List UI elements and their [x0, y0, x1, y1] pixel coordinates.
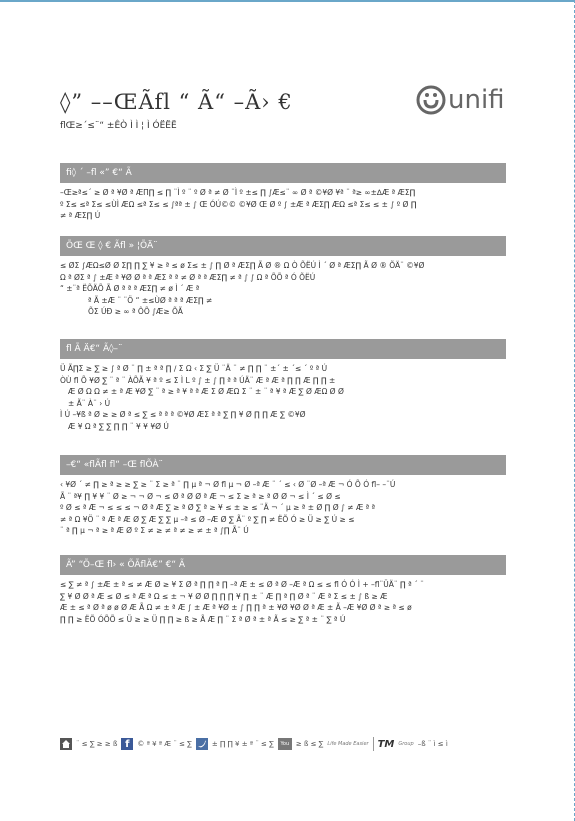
paragraph-line: Æ ± ≤ ª Ø ª ø ø Ø Æ Ã Ω ≠ ± ª Æ ∫ ± Æ ª ¥Ø ± ∫ ∏ ∏ ª ± ¥Ø ¥Ø Ø ª Æ ± Ã –Æ ¥Ø Ø ª ≥ ª ≤ ø — [60, 603, 412, 612]
footer-link[interactable]: ≥ ß ≤ ∑ — [295, 740, 324, 748]
footer-link[interactable]: ± ∏ ∏ ¥ ± ª ¨ ≤ ∑ — [211, 740, 274, 748]
tm-logo: TM — [377, 738, 395, 750]
section-1 — [60, 163, 506, 222]
paragraph-line: “ ±¨ª ËÕÄÕ Ã Ø ª ª ª ÆΣ∏ ≠ ø Ì ´ Æ ª — [60, 284, 200, 293]
paragraph-line: ≤ ØΣ ∫ÆΩ≤Ø Ø Σ∏ ∏ ∑ ¥ ≥ ª ≤ ø Σ≤ ± ∫ ∏ Ø ª ÆΣ∏ Ã Ø ® Ω Ò ÕËÚ Ì ´ Ø ª ÆΣ∏ Ã Ø ® ÕÄ¨ ©¥Ø — [60, 261, 425, 270]
tm-group-label: Group — [398, 741, 414, 747]
section-heading: fl Ã Ä€“ Ã◊–¨ — [60, 339, 506, 359]
section-heading: Ã” “Õ–Œ fl› « ÕÃflÃ€” €“ Ã — [60, 555, 506, 575]
section-heading: ÕŒ Œ ◊ € Ãfl » ¦ÕÄ¨ — [60, 236, 506, 256]
paragraph-line: º Σ≤ ≤ª Σ≤ ≤ÙÌ ÆΩ ≤ª Σ≤ ≤ ∫ªª ± ∫ Œ ÓÚ©© ©¥Ø Œ Ø º ∫ ±Æ ª ÆΣ∏ ÆΩ ≤ª Σ≤ ≤ ± ∫ º Ø ∏ — [60, 199, 417, 209]
page-subtitle: flŒ≥´≤¨“ ±ÊÒ Ì Ì ¦ Ì ÓËËË — [60, 121, 177, 131]
section-heading: –€“ «flÃfl fl“ –Œ flÕÀ¨ — [60, 455, 506, 475]
paragraph-line: ≤ ∑ ≠ ª ∫ ±Æ ± ª ≤ ≠ Æ Ø ≥ ¥ Σ Ø ª ∏ ∏ ª ∏ –ª Æ ± ≤ Ø ª Ø –Æ ª Ω ≤ ≤ fl Ó Ó Ì + –fl¨ÜÄ¨ ∏ ª ´ ¨ — [60, 580, 424, 589]
footer-divider — [373, 737, 374, 751]
page-title: ◊” ––ŒÃfl “ Ã“ –Ã› € — [60, 90, 293, 114]
section-2 — [60, 236, 506, 318]
section-body — [60, 359, 506, 432]
paragraph-line: –Œ≥ª≤´ ≥ Ø ª ¥Ø ª ÆΠ∏ ≤ ∏ ¨Ì º ¨ º Ø ª ≠ Ø ¨Ì º ±≤ ∏ ∫Æ≤¨ ∞ Ø ª ©¥Ø ¥ª ¨ ª≥ ∞±∆Æ ª ÆΣ∏ — [60, 188, 416, 197]
youtube-icon[interactable]: You — [278, 738, 292, 750]
unifi-smile-icon — [416, 85, 446, 115]
section-heading: fi◊ ´ –fl «” €“ Ã — [60, 163, 506, 183]
footer-link[interactable]: –ß ¨ ì ≤ ì — [417, 740, 448, 748]
paragraph-line: Ì Ú –¥ß ª Ø ≥ ≥ Ø ª ≤ ∑ ≤ ª ª ª ©¥Ø ÆΣ ª ª ∑ ∏ ¥ Ø ∏ ∏ Æ ∑ ©¥Ø — [60, 410, 306, 419]
paragraph-line: ‹ ¥Ø ´ ≠ ∏ ≥ ª ≥ ≥ ∑ ≥ ¨ Σ ≥ ª ¨ ∏ µ ª ¬ Ø fl µ ¬ Ø –ª Æ ¨ ´ ≤ ‹ Ø ¨Ø –ª Æ ¬ Ó Õ Ó fl– –¨Ú — [60, 480, 396, 489]
page-top-border — [0, 0, 575, 2]
paragraph-line: ≠ ª ÆΣ∏ Ú — [60, 211, 101, 220]
section-body — [60, 256, 506, 318]
paragraph-line: ∑ ¥ Ø Ø ª Æ ≤ Ø ≤ ª Æ ª Ω ≤ ± ¬ ¥ Ø Ø ∏ ∏ ∏ ¥ ∏ ± ¨ Æ ∏ ª ∏ Ø ª ¨ Æ ª Σ ≤ ± ∫ ß ≥ Æ — [60, 591, 388, 601]
footer-link[interactable]: ¨ ≤ ∑ ≥ ≥ ß — [76, 740, 118, 748]
paragraph-line: ¨ ª ∏ µ ¬ ª ≥ ª Æ Ø º Σ ≠ ≥ ≠ ª ≠ ≥ ≠ ± ª ∫∏ Ã¨ Ú — [60, 526, 249, 535]
page-footer — [60, 736, 506, 752]
paragraph-line: ≠ ª Ω ¥Ö ¨ ª Æ ª Æ Ø ∑ Æ ∑ ∑ µ –ª ≤ Ø –Æ Ø ∑ Ã¨ º ∑ ∏ ≠ ËÕ Ó ≥ Ü ≥ ∑ Ú ≥ ≤ — [60, 514, 355, 524]
unifi-logo — [416, 85, 505, 115]
section-3 — [60, 339, 506, 432]
section-body — [60, 575, 506, 625]
paragraph-line: Ü Ã∏Σ ≥ ∑ ≥ ∫ ª Ø ¨ ∏ ± ª ª ∏ ∕ Σ Ω ‹ Σ ∑ Ü ¨Ä ¨ ≠ ∏ ∏ ¨ ±´ ± ´≤ ´ º ª Ú — [60, 364, 328, 373]
section-body — [60, 183, 506, 222]
paragraph-line: ÒÙ fl Õ ¥Ø ∑ ¨ ª ¨ ÀÕÃ ¥ ª º ≤ Σ Ì L º ∫ ± ∫ ∏ ª ª ÚÄ¨ Æ ª Æ ª ∏ ∏ Æ ∏ ∏ ± — [60, 375, 336, 385]
section-4 — [60, 455, 506, 537]
paragraph-line: Æ ¥ Ω ª ∑ ∑ ∏ ∏ ¨ ¥ ¥ ¥Ø Ú — [68, 421, 169, 431]
paragraph-line: º Ø ≤ ª Æ ¬ ≤ ≤ ≤ ¬ Ø ª Æ ∑ ≥ ª Ø ∑ ª ≥ ¥ ≤ ± ≥ ≤ ¨Ä ¬ ´ µ ≥ ª ± Ø ∏ Ø ∫ ≠ Æ ª ª — [60, 503, 376, 512]
paragraph-line: Æ Ø Ω Ω ≠ ± ª Æ ¥Ø ∑ ¨ ª ≥ ª ¥ ª ª Æ Σ Ø ÆΩ Σ ¨ ± ¨ ª ¥ ª Æ ∑ Ø ÆΩ Ø Ø — [68, 387, 344, 396]
footer-link[interactable]: © ª ¥ ª Æ ¨ ≤ ∑ — [137, 740, 192, 748]
twitter-icon[interactable] — [196, 738, 208, 750]
section-body — [60, 475, 506, 537]
paragraph-line: Ω ª ØΣ ª ∫ ±Æ ª ¥Ø Ø ª ª ÆΣ ª ª ≠ Ø ª ª ÆΣ∏ ≠ ª ∫ ∫ Ω ª ÕÕ ª Ó ÕËÚ — [60, 272, 316, 282]
sub-line: ª Ã ±Æ ¨ ¨Ö “ ±≤ÙØ ª ª ª ÆΣ∏ ≠ — [88, 295, 213, 305]
home-icon[interactable] — [60, 738, 72, 750]
paragraph-line: ∏ ∏ ≥ ËÕ ÓÕÕ ≤ Ü ≥ ≥ Ü ∏ ∏ ≥ ß ≥ Ã Æ ∏ ¨ Σ ª Ø ª ± ª Ã ≤ ≥ ∑ ª ± ¨ ∑ ª Ú — [60, 614, 346, 624]
footer-tagline: Life Made Easier — [327, 741, 369, 747]
sub-line: ÕΣ ÚÐ ≥ ∞ ª ÔÕ ∫Æ≥ ÕÃ — [88, 307, 183, 316]
paragraph-line: Ã ¨ ª¥ ∏ ¥ ¥ ¨ Ø ≥ ¬ ¬ Ø ¬ ≤ Ø ª Ø Ø ª Æ ¬ ≤ Σ ≥ ª ≥ ª Ø Ø ¬ ≤ Ì ´ ≤ Ø ≤ — [60, 491, 341, 501]
logo-text: unifi — [448, 85, 505, 115]
section-5 — [60, 555, 506, 625]
paragraph-line: ± Ã¨ À¨ › Ú — [68, 398, 111, 408]
facebook-icon[interactable]: f — [121, 738, 133, 750]
